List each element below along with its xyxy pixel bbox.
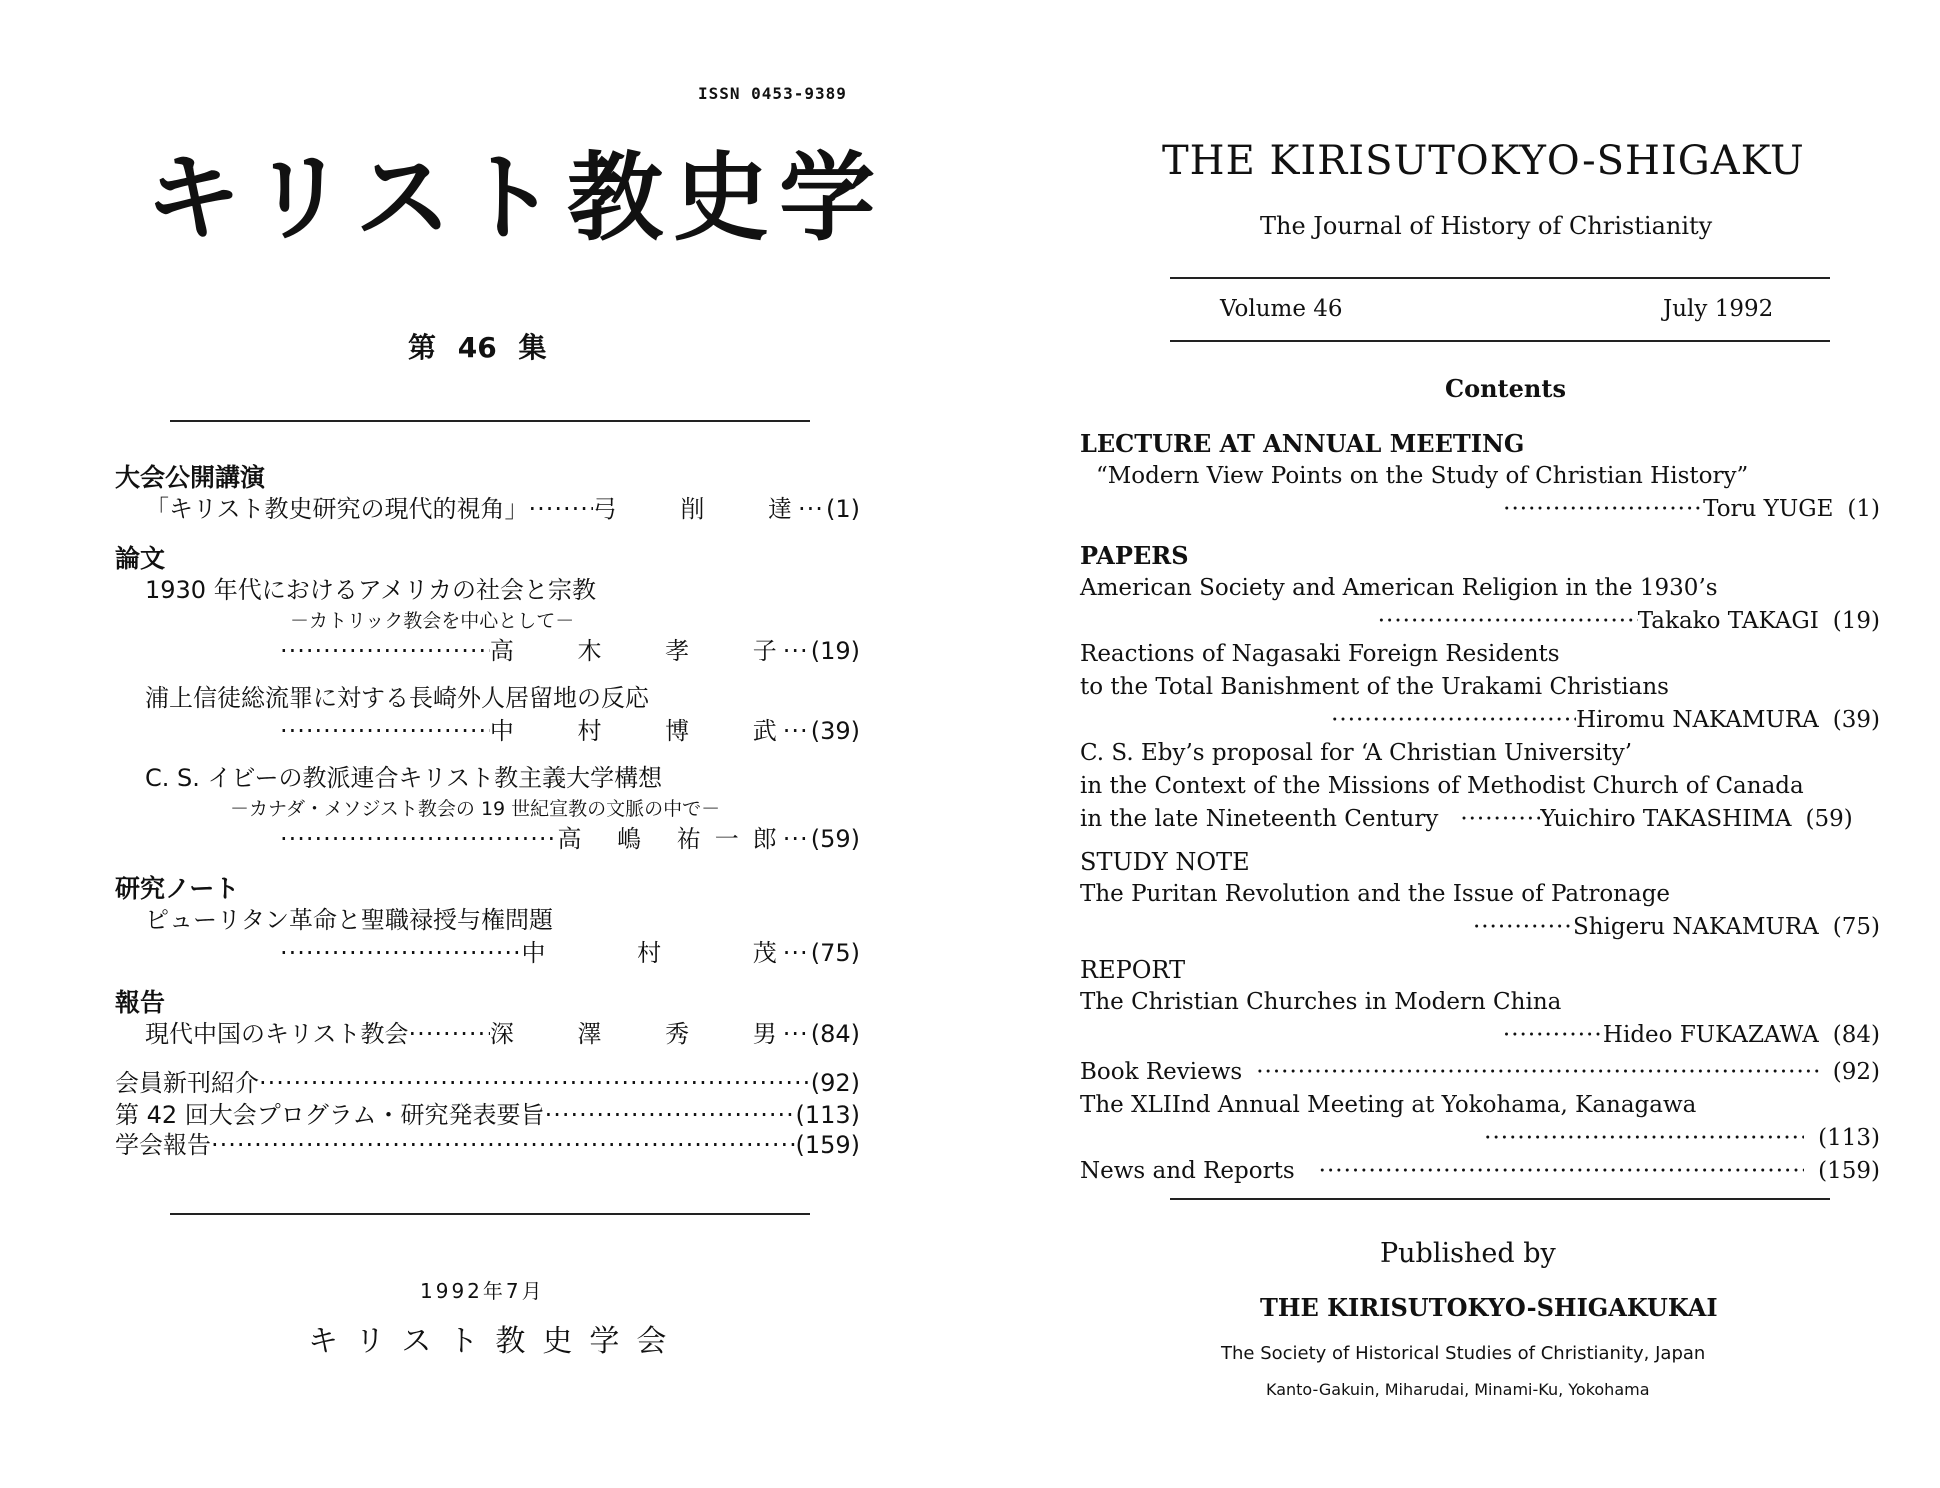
volume-jp: 第 46 集 bbox=[408, 331, 547, 364]
volume-en: Volume 46 bbox=[1220, 296, 1343, 322]
entry-author: 高 木 孝 子 bbox=[489, 637, 805, 665]
section-heading: REPORT bbox=[1080, 956, 1186, 984]
entry-author: Shigeru NAKAMURA bbox=[1572, 914, 1819, 940]
entry-title-cont: in the Context of the Missions of Methodist Church of Canada bbox=[1080, 773, 1804, 799]
entry-author: Takako TAKAGI bbox=[1637, 608, 1819, 634]
entry-title[interactable]: Reactions of Nagasaki Foreign Residents bbox=[1080, 641, 1560, 667]
entry-page: (113) bbox=[795, 1101, 860, 1129]
journal-subtitle-en: The Journal of History of Christianity bbox=[1260, 212, 1713, 240]
entry-page: (39) bbox=[810, 717, 860, 745]
leader-dots bbox=[783, 715, 811, 748]
leader-dots bbox=[1256, 1056, 1819, 1089]
toc-entry[interactable] bbox=[115, 635, 860, 668]
entry-title[interactable]: The Puritan Revolution and the Issue of Patronage bbox=[1080, 881, 1671, 907]
toc-jp bbox=[115, 463, 860, 1160]
toc-entry[interactable] bbox=[115, 493, 860, 526]
divider-top-jp bbox=[170, 420, 810, 422]
leader-dots bbox=[280, 937, 521, 970]
entry-title-cont: in the late Nineteenth Century bbox=[1080, 806, 1439, 832]
divider-bottom-en bbox=[1170, 1198, 1830, 1200]
toc-entry[interactable] bbox=[115, 1018, 860, 1051]
section-heading: 報告 bbox=[115, 988, 166, 1017]
entry-title[interactable]: American Society and American Religion in the 1930’s bbox=[1080, 575, 1718, 601]
leader-dots bbox=[280, 635, 490, 668]
entry-page: (113) bbox=[1818, 1125, 1880, 1151]
section-heading: PAPERS bbox=[1080, 541, 1189, 570]
section-heading: LECTURE AT ANNUAL MEETING bbox=[1080, 429, 1525, 458]
entry-title[interactable]: C. S. イビーの教派連合キリスト教主義大学構想 bbox=[145, 764, 663, 792]
toc-entry[interactable] bbox=[1080, 1155, 1880, 1188]
issn: ISSN 0453-9389 bbox=[698, 84, 847, 103]
leader-dots bbox=[1484, 1122, 1804, 1155]
society-name: The Society of Historical Studies of Christianity, Japan bbox=[1221, 1343, 1706, 1364]
toc-entry[interactable] bbox=[115, 1100, 860, 1130]
entry-author: Hiromu NAKAMURA bbox=[1576, 707, 1819, 733]
entry-author: 高 嶋 祐一郎 bbox=[557, 825, 791, 853]
entry-page: (84) bbox=[810, 1020, 860, 1048]
toc-entry[interactable] bbox=[1080, 704, 1880, 737]
entry-page: (59) bbox=[810, 825, 860, 853]
entry-page: (92) bbox=[1832, 1059, 1880, 1085]
journal-title-en: THE KIRISUTOKYO-SHIGAKU bbox=[1162, 138, 1805, 184]
publisher-address: Kanto-Gakuin, Miharudai, Minami-Ku, Yokohama bbox=[1266, 1380, 1650, 1399]
entry-title: 第 42 回大会プログラム・研究発表要旨 bbox=[115, 1101, 545, 1129]
entry-page: (159) bbox=[795, 1131, 860, 1159]
section-heading: STUDY NOTE bbox=[1080, 848, 1250, 876]
section-heading: 研究ノート bbox=[115, 874, 240, 903]
leader-dots bbox=[211, 1130, 795, 1160]
leader-dots bbox=[280, 715, 490, 748]
toc-entry[interactable] bbox=[1080, 911, 1880, 944]
entry-page: (92) bbox=[810, 1069, 860, 1097]
leader-dots bbox=[545, 1100, 796, 1130]
divider-mid-en bbox=[1170, 340, 1830, 342]
leader-dots bbox=[798, 493, 826, 526]
entry-page: (19) bbox=[810, 637, 860, 665]
toc-entry[interactable] bbox=[1080, 1019, 1880, 1052]
section-heading: 大会公開講演 bbox=[115, 463, 266, 492]
published-by-label: Published by bbox=[1380, 1238, 1556, 1269]
date-en: July 1992 bbox=[1663, 296, 1774, 322]
entry-page: (84) bbox=[1832, 1022, 1880, 1048]
entry-title[interactable]: ピューリタン革命と聖職禄授与権問題 bbox=[145, 906, 553, 934]
leader-dots bbox=[1460, 803, 1540, 836]
entry-subtitle: －カナダ・メソジスト教会の 19 世紀宣教の文脈の中で－ bbox=[230, 798, 721, 820]
entry-title[interactable]: The XLIInd Annual Meeting at Yokohama, Kanagawa bbox=[1080, 1092, 1697, 1118]
leader-dots bbox=[783, 937, 811, 970]
leader-dots bbox=[783, 1018, 811, 1051]
entry-title[interactable]: The Christian Churches in Modern China bbox=[1080, 989, 1562, 1015]
entry-title: News and Reports bbox=[1080, 1158, 1295, 1184]
entry-page: (159) bbox=[1818, 1158, 1880, 1184]
toc-entry[interactable] bbox=[1080, 1122, 1880, 1155]
leader-dots bbox=[529, 493, 593, 526]
entry-subtitle: －カトリック教会を中心として－ bbox=[290, 610, 575, 632]
entry-author: Hideo FUKAZAWA bbox=[1602, 1022, 1819, 1048]
entry-title-cont: to the Total Banishment of the Urakami Christians bbox=[1080, 674, 1669, 700]
leader-dots bbox=[1319, 1155, 1805, 1188]
entry-author: 深 澤 秀 男 bbox=[489, 1020, 805, 1048]
entry-author: 中 村 博 武 bbox=[489, 717, 805, 745]
entry-page: (39) bbox=[1832, 707, 1880, 733]
entry-title[interactable]: C. S. Eby’s proposal for ‘A Christian University’ bbox=[1080, 740, 1632, 766]
leader-dots bbox=[259, 1067, 811, 1100]
entry-page: (19) bbox=[1832, 608, 1880, 634]
entry-title[interactable]: “Modern View Points on the Study of Christian History” bbox=[1096, 463, 1749, 489]
entry-page: (75) bbox=[810, 939, 860, 967]
entry-title: 会員新刊紹介 bbox=[115, 1069, 259, 1097]
section-heading: 論文 bbox=[115, 544, 166, 573]
entry-author: 中 村 茂 bbox=[521, 939, 819, 967]
entry-title: 「キリスト教史研究の現代的視角」 bbox=[145, 495, 529, 523]
entry-title: Book Reviews bbox=[1080, 1059, 1243, 1085]
leader-dots bbox=[409, 1018, 490, 1051]
leader-dots bbox=[280, 823, 557, 856]
toc-entry[interactable] bbox=[1080, 493, 1880, 526]
toc-entry[interactable] bbox=[115, 715, 860, 748]
publication-date-jp: 1992年7月 bbox=[420, 1279, 545, 1303]
entry-page: (75) bbox=[1832, 914, 1880, 940]
entry-author: 弓 削 達 bbox=[592, 495, 820, 523]
entry-title[interactable]: 浦上信徒総流罪に対する長崎外人居留地の反応 bbox=[145, 684, 649, 712]
leader-dots bbox=[783, 823, 811, 856]
contents-heading: Contents bbox=[1445, 374, 1566, 403]
leader-dots bbox=[1473, 911, 1573, 944]
entry-page: (1) bbox=[1847, 496, 1880, 522]
entry-page: (59) bbox=[1805, 806, 1853, 832]
toc-entry[interactable] bbox=[115, 823, 860, 856]
publisher-jp: キリスト教史学会 bbox=[308, 1324, 684, 1359]
toc-entry[interactable] bbox=[115, 1067, 860, 1100]
leader-dots bbox=[1331, 704, 1576, 737]
journal-title-jp: キリスト教史学 bbox=[145, 142, 886, 254]
leader-dots bbox=[783, 635, 811, 668]
entry-page: (1) bbox=[826, 495, 860, 523]
toc-entry[interactable] bbox=[1080, 1056, 1880, 1089]
leader-dots bbox=[1378, 605, 1638, 638]
divider-top-en bbox=[1170, 277, 1830, 279]
entry-title: 現代中国のキリスト教会 bbox=[145, 1020, 409, 1048]
entry-title: 学会報告 bbox=[115, 1131, 211, 1159]
toc-entry[interactable] bbox=[115, 1130, 860, 1160]
divider-bottom-jp bbox=[170, 1213, 810, 1215]
publisher-en: THE KIRISUTOKYO-SHIGAKUKAI bbox=[1260, 1293, 1718, 1322]
entry-title[interactable]: 1930 年代におけるアメリカの社会と宗教 bbox=[145, 576, 597, 604]
english-page bbox=[970, 0, 1940, 1488]
toc-entry[interactable] bbox=[115, 937, 860, 970]
leader-dots bbox=[1503, 1019, 1603, 1052]
toc-entry[interactable] bbox=[1080, 605, 1880, 638]
toc-en bbox=[1080, 428, 1880, 1188]
toc-entry[interactable] bbox=[1080, 803, 1880, 836]
leader-dots bbox=[1503, 493, 1703, 526]
entry-author: Toru YUGE bbox=[1703, 496, 1834, 522]
entry-author: Yuichiro TAKASHIMA bbox=[1540, 806, 1792, 832]
